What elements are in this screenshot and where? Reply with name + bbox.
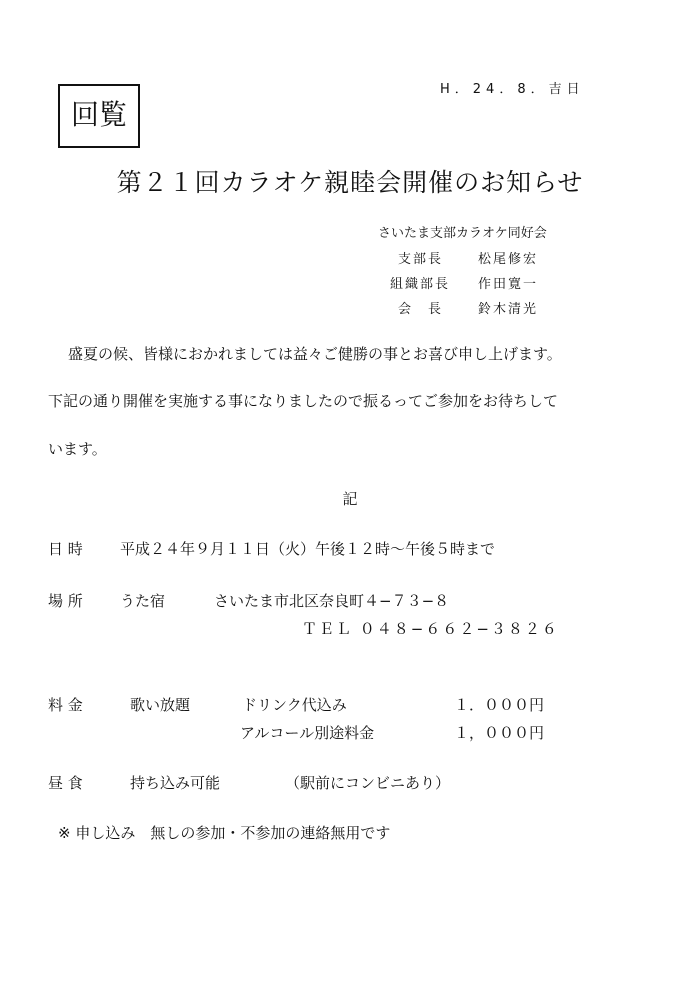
venue-name: うた宿 bbox=[120, 592, 166, 610]
organizer-role: 会 長 bbox=[398, 302, 444, 317]
ki-heading: 記 bbox=[342, 490, 358, 508]
venue-phone: ＴＥＬ ０４８−６６２−３８２６ bbox=[302, 620, 559, 638]
venue-address: さいたま市北区奈良町４−７３−８ bbox=[214, 592, 450, 610]
page-title: 第２１回カラオケ親睦会開催のお知らせ bbox=[116, 168, 584, 197]
lunch-note: （駅前にコンビニあり） bbox=[285, 774, 451, 792]
fee-item-name: アルコール別途料金 bbox=[240, 724, 375, 742]
organizer-group: さいたま支部カラオケ同好会 bbox=[378, 226, 547, 241]
place-label: 場 所 bbox=[48, 592, 83, 610]
organizer-role: 支部長 bbox=[398, 252, 444, 267]
fee-item-price: １，０００円 bbox=[454, 724, 545, 742]
organizer-role: 組織部長 bbox=[390, 277, 451, 292]
organizer-person: 作田寛一 bbox=[478, 277, 539, 292]
lunch-label: 昼 食 bbox=[48, 774, 83, 792]
greeting-line: 盛夏の候、皆様におかれましては益々ご健勝の事とお喜び申し上げます。 bbox=[68, 345, 562, 363]
fee-label: 料 金 bbox=[48, 696, 83, 714]
fee-item-price: １．０００円 bbox=[454, 696, 545, 714]
fee-plan: 歌い放題 bbox=[130, 696, 191, 714]
greeting-line: 下記の通り開催を実施する事になりましたので振るってご参加をお待ちして bbox=[48, 392, 559, 410]
fee-item-name: ドリンク代込み bbox=[242, 696, 347, 714]
document-date: H．24．8．吉日 bbox=[440, 82, 585, 97]
remark-note: ※ 申し込み 無しの参加・不参加の連絡無用です bbox=[58, 824, 391, 842]
datetime-value: 平成２４年９月１１日（火）午後１２時〜午後５時まで bbox=[120, 540, 496, 558]
greeting-line: います。 bbox=[48, 440, 107, 458]
organizer-person: 鈴木清光 bbox=[478, 302, 539, 317]
lunch-value: 持ち込み可能 bbox=[130, 774, 221, 792]
organizer-person: 松尾修宏 bbox=[478, 252, 539, 267]
circulation-stamp: 回覧 bbox=[58, 84, 140, 148]
datetime-label: 日 時 bbox=[48, 540, 83, 558]
